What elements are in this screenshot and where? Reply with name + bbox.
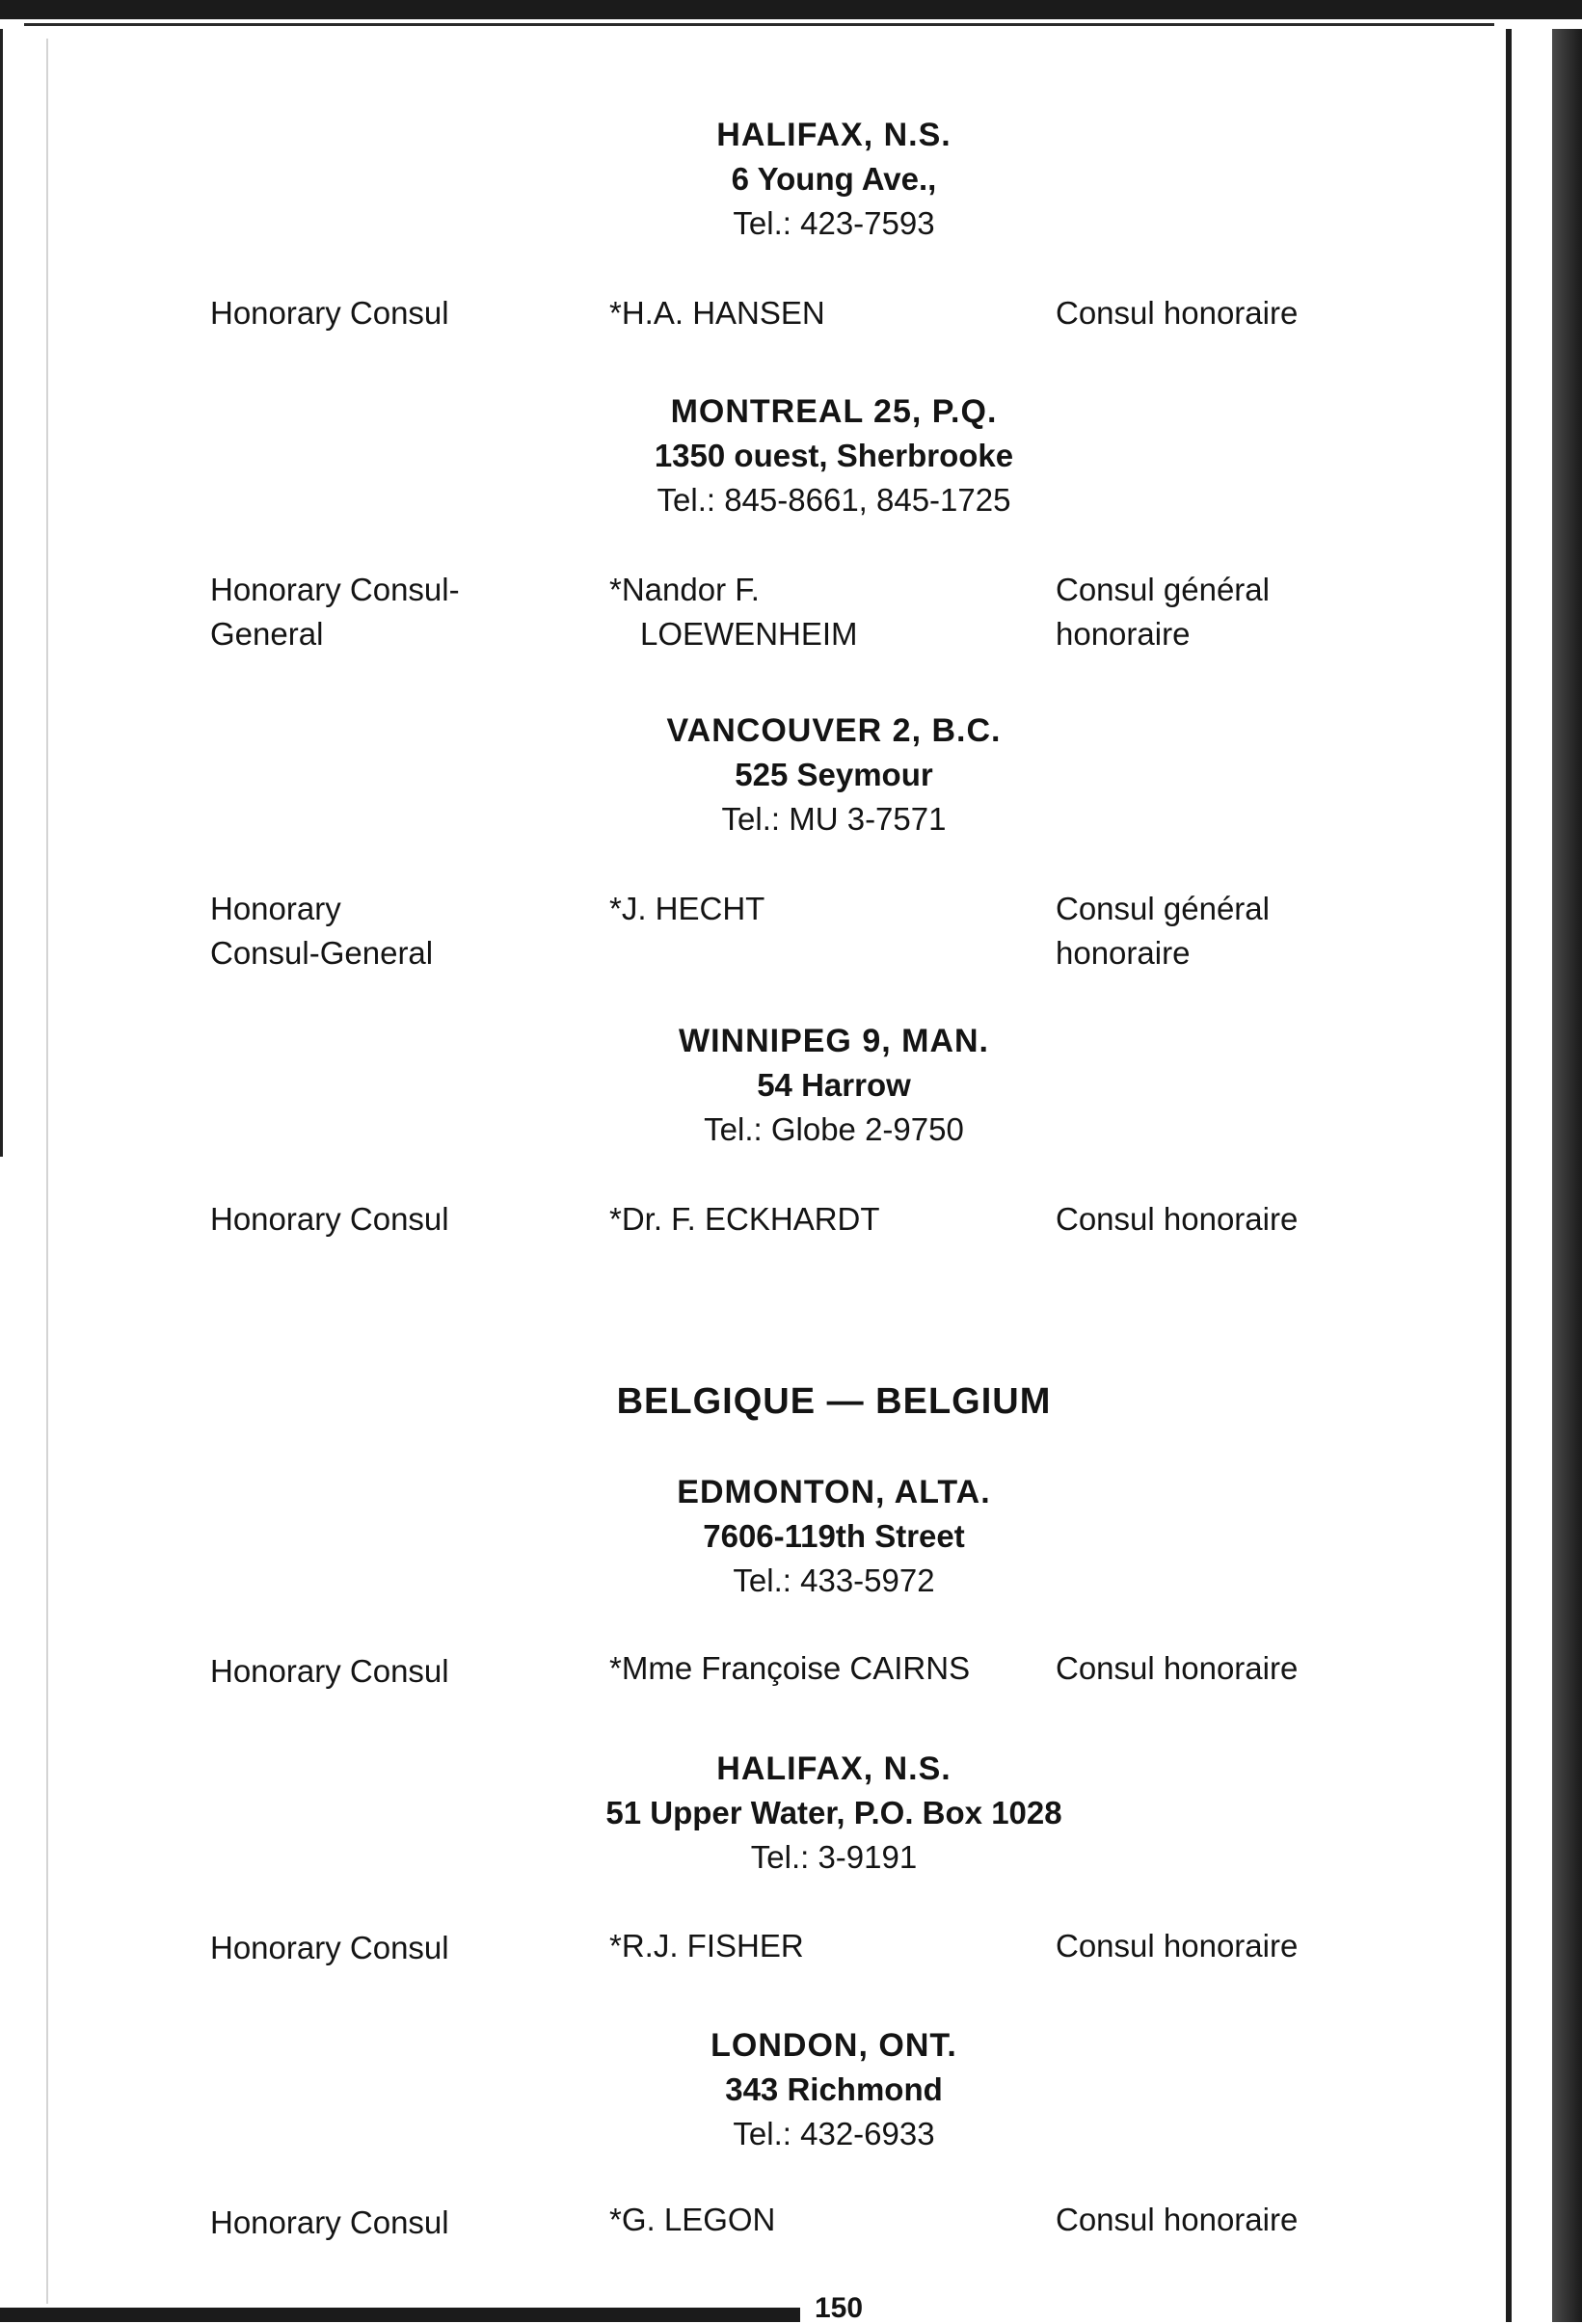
role-english [210, 568, 557, 656]
role-english-line: Honorary Consul [210, 1201, 449, 1237]
role-french-line: Consul honoraire [1056, 295, 1299, 331]
country-heading: BELGIQUE — BELGIUM [616, 1381, 1052, 1422]
role-french [1056, 2198, 1489, 2242]
role-english-line: Honorary Consul [210, 1653, 449, 1689]
consul-name [609, 291, 1043, 335]
role-french [1056, 887, 1489, 975]
street-address: 54 Harrow [757, 1067, 911, 1103]
role-english-line: Honorary Consul [210, 2204, 449, 2240]
consulate-address-block [487, 1747, 1181, 1880]
consul-name-line: *G. LEGON [609, 2202, 776, 2237]
role-french [1056, 1924, 1489, 1968]
consul-name [609, 1924, 1043, 1968]
role-french [1056, 1197, 1489, 1242]
country-heading-block [487, 1376, 1181, 1427]
street-address: 51 Upper Water, P.O. Box 1028 [605, 1795, 1062, 1830]
consulate-address-block [487, 1019, 1181, 1152]
role-french-line: honoraire [1056, 616, 1191, 652]
role-english [210, 2201, 557, 2245]
role-french [1056, 1646, 1489, 1691]
consul-name [609, 887, 1043, 931]
role-english-line: Honorary [210, 891, 341, 926]
role-english [210, 887, 557, 975]
city-heading: MONTREAL 25, P.Q. [670, 393, 998, 430]
telephone: Tel.: Globe 2-9750 [704, 1111, 964, 1147]
role-english-line: Honorary Consul [210, 295, 449, 331]
role-french-line: Consul honoraire [1056, 1928, 1299, 1963]
consulate-address-block [487, 2023, 1181, 2156]
consul-name [609, 2198, 1043, 2242]
city-heading: HALIFAX, N.S. [716, 117, 952, 153]
street-address: 7606-119th Street [703, 1518, 965, 1554]
consul-name-line: *Nandor F. [609, 572, 760, 607]
consul-name [609, 1646, 1043, 1691]
consul-name-line: *R.J. FISHER [609, 1928, 804, 1963]
telephone: Tel.: 845-8661, 845-1725 [657, 482, 1011, 518]
role-french-line: Consul honoraire [1056, 1650, 1299, 1686]
street-address: 343 Richmond [725, 2071, 943, 2107]
role-french-line: Consul honoraire [1056, 2202, 1299, 2237]
role-english [210, 291, 557, 335]
role-french-line: Consul général [1056, 891, 1270, 926]
consul-name-line: *H.A. HANSEN [609, 295, 825, 331]
telephone: Tel.: 423-7593 [733, 205, 935, 241]
consul-name [609, 1197, 1043, 1242]
role-english [210, 1926, 557, 1970]
consul-name-line: *Dr. F. ECKHARDT [609, 1201, 880, 1237]
role-french-line: Consul général [1056, 572, 1270, 607]
role-english [210, 1197, 557, 1242]
consul-name-line: LOEWENHEIM [640, 616, 858, 652]
telephone: Tel.: 3-9191 [750, 1839, 918, 1875]
city-heading: LONDON, ONT. [711, 2027, 957, 2064]
role-english-line: Consul-General [210, 935, 434, 971]
telephone: Tel.: MU 3-7571 [721, 801, 947, 837]
role-french-line: honoraire [1056, 935, 1191, 971]
consulate-address-block [487, 1470, 1181, 1603]
consulate-address-block [487, 389, 1181, 522]
role-french [1056, 568, 1489, 656]
city-heading: HALIFAX, N.S. [716, 1750, 952, 1787]
consulate-address-block [487, 113, 1181, 246]
page-number: 150 [814, 2292, 864, 2324]
telephone: Tel.: 433-5972 [733, 1563, 935, 1598]
city-heading: WINNIPEG 9, MAN. [678, 1023, 990, 1059]
street-address: 6 Young Ave., [731, 161, 937, 197]
role-french [1056, 291, 1489, 335]
consul-name [609, 568, 1043, 656]
consul-name-line: *J. HECHT [609, 891, 765, 926]
consulate-address-block [487, 708, 1181, 841]
city-heading: VANCOUVER 2, B.C. [666, 712, 1002, 749]
telephone: Tel.: 432-6933 [733, 2116, 935, 2151]
role-french-line: Consul honoraire [1056, 1201, 1299, 1237]
role-english-line: Honorary Consul- [210, 572, 460, 607]
role-english-line: Honorary Consul [210, 1930, 449, 1965]
street-address: 1350 ouest, Sherbrooke [654, 438, 1014, 473]
street-address: 525 Seymour [735, 757, 933, 792]
role-english [210, 1649, 557, 1694]
consul-name-line: *Mme Françoise CAIRNS [609, 1650, 971, 1686]
role-english-line: General [210, 616, 324, 652]
city-heading: EDMONTON, ALTA. [677, 1474, 991, 1510]
